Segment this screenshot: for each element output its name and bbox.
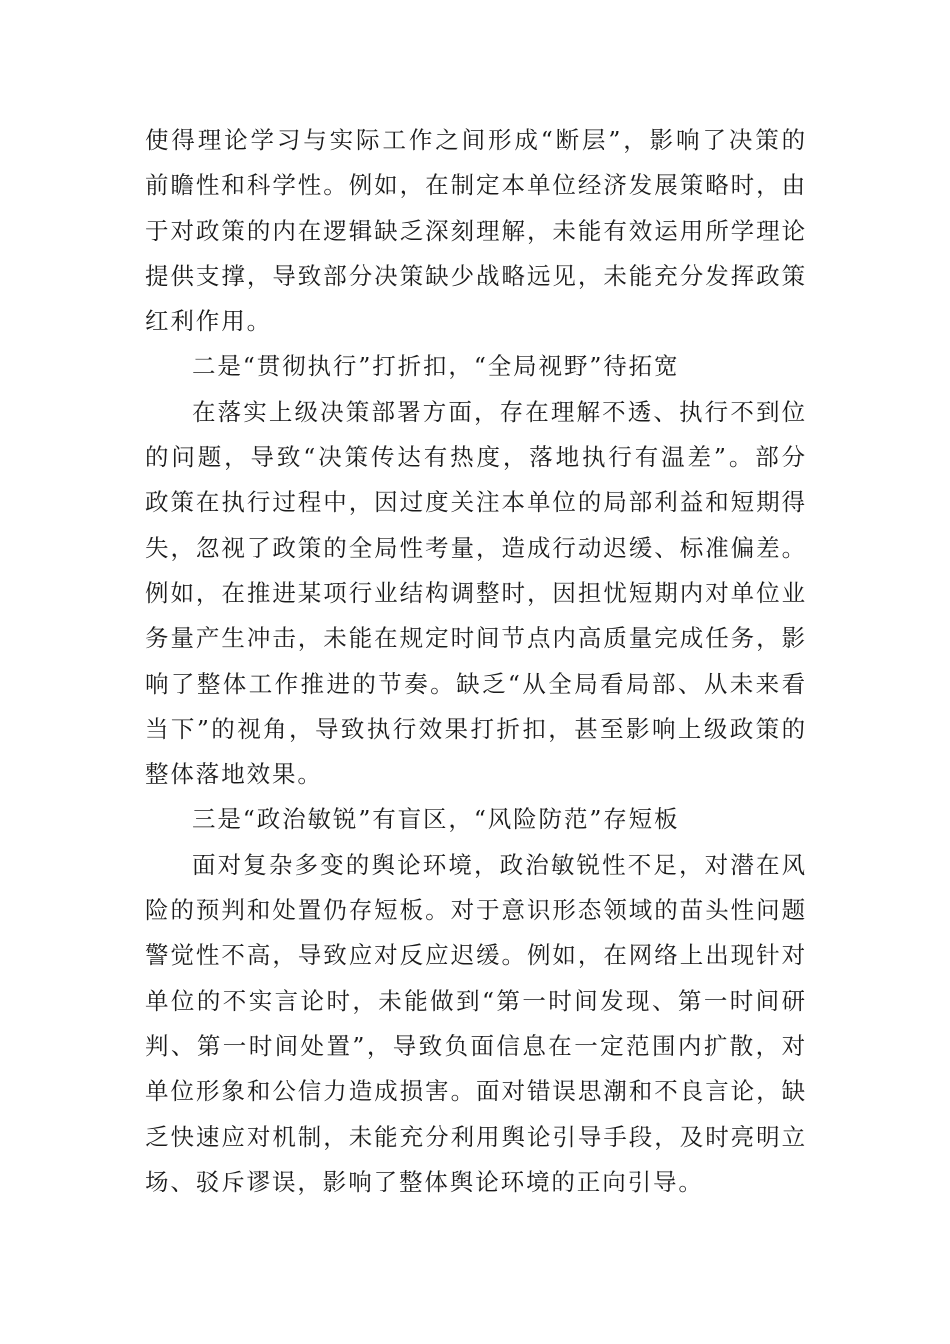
body-paragraph-section-2: 在落实上级决策部署方面，存在理解不透、执行不到位的问题，导致“决策传达有热度，落地执行有温差”。部分政策在执行过程中，因过度关注本单位的局部利益和短期得失，忽视了政策的全局性考量，造成行动迟缓、标准偏差。例如，在推进某项行业结构调整时，因担忧短期内对单位业务量产生冲击，未能在规定时间节点内高质量完成任务，影响了整体工作推进的节奏。缺乏“从全局看局部、从未来看当下”的视角，导致执行效果打折扣，甚至影响上级政策的整体落地效果。	[145, 397, 807, 789]
document-body	[145, 118, 807, 1205]
body-paragraph-continuation: 使得理论学习与实际工作之间形成“断层”，影响了决策的前瞻性和科学性。例如，在制定本单位经济发展策略时，由于对政策的内在逻辑缺乏深刻理解，未能有效运用所学理论提供支撑，导致部分决策缺少战略远见，未能充分发挥政策红利作用。	[145, 126, 807, 336]
section-heading-3: 三是“政治敏锐”有盲区，“风险防范”存短板	[192, 805, 680, 834]
body-paragraph-section-3: 面对复杂多变的舆论环境，政治敏锐性不足，对潜在风险的预判和处置仍存短板。对于意识形态领域的苗头性问题警觉性不高，导致应对反应迟缓。例如，在网络上出现针对单位的不实言论时，未能做到“第一时间发现、第一时间研判、第一时间处置”，导致负面信息在一定范围内扩散，对单位形象和公信力造成损害。面对错误思潮和不良言论，缺乏快速应对机制，未能充分利用舆论引导手段，及时亮明立场、驳斥谬误，影响了整体舆论环境的正向引导。	[145, 850, 807, 1196]
section-heading-2: 二是“贯彻执行”打折扣，“全局视野”待拓宽	[192, 352, 680, 381]
